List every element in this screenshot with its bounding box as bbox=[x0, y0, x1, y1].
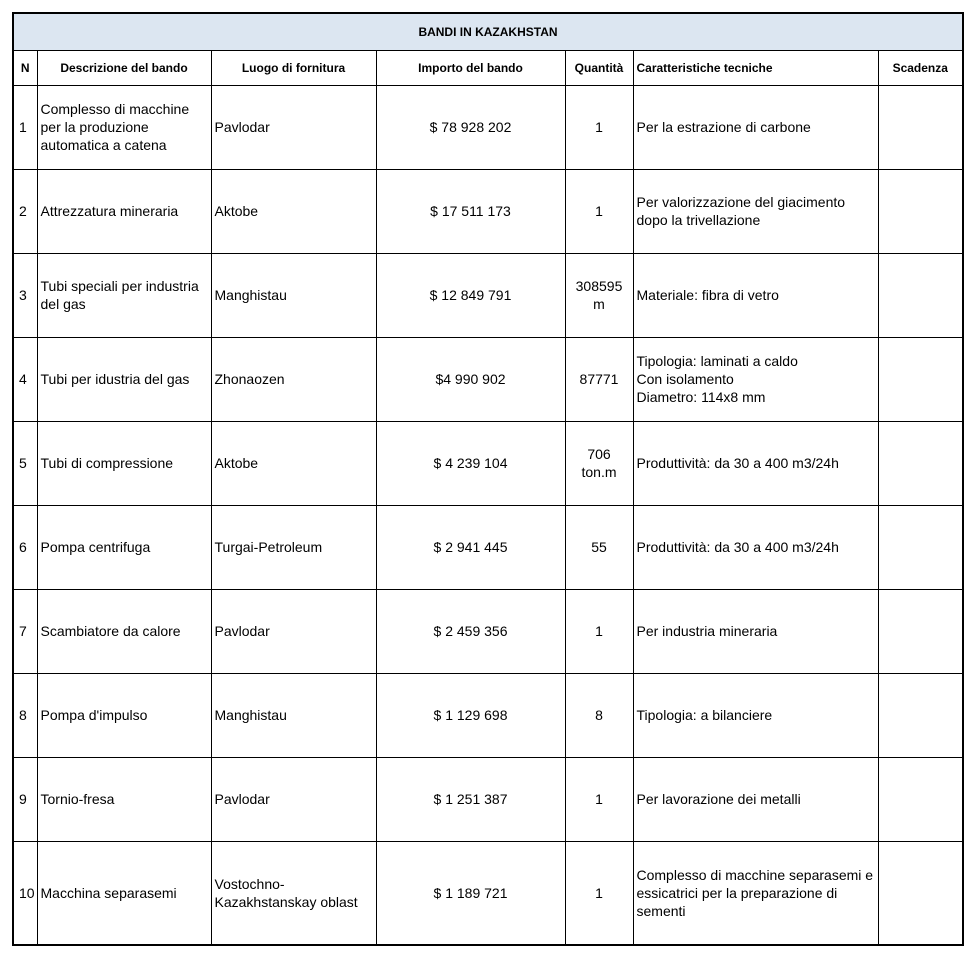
cell-importo: $ 4 239 104 bbox=[376, 421, 565, 505]
cell-importo: $ 1 189 721 bbox=[376, 841, 565, 945]
cell-importo: $ 2 941 445 bbox=[376, 505, 565, 589]
cell-luogo: Manghistau bbox=[211, 253, 376, 337]
cell-quantita: 55 bbox=[565, 505, 633, 589]
cell-n: 7 bbox=[13, 589, 37, 673]
table-row bbox=[13, 673, 963, 757]
cell-scadenza bbox=[878, 589, 963, 673]
header-descrizione: Descrizione del bando bbox=[37, 50, 211, 85]
cell-quantita: 8 bbox=[565, 673, 633, 757]
cell-caratteristiche: Produttività: da 30 a 400 m3/24h bbox=[633, 505, 878, 589]
cell-n: 4 bbox=[13, 337, 37, 421]
table-row bbox=[13, 757, 963, 841]
cell-caratteristiche: Per valorizzazione del giacimento dopo la trivellazione bbox=[633, 169, 878, 253]
cell-quantita: 1 bbox=[565, 169, 633, 253]
cell-descrizione: Tubi per idustria del gas bbox=[37, 337, 211, 421]
table-row bbox=[13, 169, 963, 253]
cell-importo: $ 1 129 698 bbox=[376, 673, 565, 757]
cell-n: 8 bbox=[13, 673, 37, 757]
tenders-table bbox=[12, 12, 964, 946]
table-row bbox=[13, 253, 963, 337]
cell-scadenza bbox=[878, 421, 963, 505]
cell-caratteristiche: Per industria mineraria bbox=[633, 589, 878, 673]
cell-scadenza bbox=[878, 673, 963, 757]
cell-importo: $ 2 459 356 bbox=[376, 589, 565, 673]
header-scadenza: Scadenza bbox=[878, 50, 963, 85]
table-header-row bbox=[13, 50, 963, 85]
cell-importo: $ 1 251 387 bbox=[376, 757, 565, 841]
cell-descrizione: Tubi speciali per industria del gas bbox=[37, 253, 211, 337]
cell-caratteristiche: Tipologia: a bilanciere bbox=[633, 673, 878, 757]
cell-n: 10 bbox=[13, 841, 37, 945]
cell-importo: $ 12 849 791 bbox=[376, 253, 565, 337]
cell-descrizione: Complesso di macchine per la produzione automatica a catena bbox=[37, 85, 211, 169]
header-n: N bbox=[13, 50, 37, 85]
cell-quantita: 1 bbox=[565, 85, 633, 169]
table-title: BANDI IN KAZAKHSTAN bbox=[13, 13, 963, 50]
table-row bbox=[13, 505, 963, 589]
cell-quantita: 1 bbox=[565, 757, 633, 841]
cell-luogo: Pavlodar bbox=[211, 589, 376, 673]
cell-caratteristiche: Per lavorazione dei metalli bbox=[633, 757, 878, 841]
cell-luogo: Vostochno- Kazakhstanskay oblast bbox=[211, 841, 376, 945]
cell-quantita: 1 bbox=[565, 589, 633, 673]
header-importo: Importo del bando bbox=[376, 50, 565, 85]
cell-scadenza bbox=[878, 505, 963, 589]
cell-caratteristiche: Per la estrazione di carbone bbox=[633, 85, 878, 169]
table-row bbox=[13, 841, 963, 945]
cell-caratteristiche: Produttività: da 30 a 400 m3/24h bbox=[633, 421, 878, 505]
cell-luogo: Turgai-Petroleum bbox=[211, 505, 376, 589]
cell-scadenza bbox=[878, 85, 963, 169]
cell-luogo: Pavlodar bbox=[211, 757, 376, 841]
cell-n: 2 bbox=[13, 169, 37, 253]
cell-descrizione: Scambiatore da calore bbox=[37, 589, 211, 673]
cell-luogo: Manghistau bbox=[211, 673, 376, 757]
cell-quantita: 87771 bbox=[565, 337, 633, 421]
header-quantita: Quantità bbox=[565, 50, 633, 85]
cell-n: 6 bbox=[13, 505, 37, 589]
header-luogo: Luogo di fornitura bbox=[211, 50, 376, 85]
cell-luogo: Pavlodar bbox=[211, 85, 376, 169]
header-caratteristiche: Caratteristiche tecniche bbox=[633, 50, 878, 85]
cell-descrizione: Macchina separasemi bbox=[37, 841, 211, 945]
cell-scadenza bbox=[878, 169, 963, 253]
cell-caratteristiche: Complesso di macchine separasemi e essicatrici per la preparazione di sementi bbox=[633, 841, 878, 945]
table-row bbox=[13, 421, 963, 505]
cell-importo: $ 17 511 173 bbox=[376, 169, 565, 253]
cell-descrizione: Attrezzatura mineraria bbox=[37, 169, 211, 253]
cell-scadenza bbox=[878, 841, 963, 945]
cell-descrizione: Pompa centrifuga bbox=[37, 505, 211, 589]
table-row bbox=[13, 337, 963, 421]
cell-importo: $4 990 902 bbox=[376, 337, 565, 421]
cell-importo: $ 78 928 202 bbox=[376, 85, 565, 169]
cell-luogo: Aktobe bbox=[211, 421, 376, 505]
table-row bbox=[13, 589, 963, 673]
cell-caratteristiche: Tipologia: laminati a caldo Con isolamento Diametro: 114x8 mm bbox=[633, 337, 878, 421]
cell-scadenza bbox=[878, 253, 963, 337]
cell-quantita: 706 ton.m bbox=[565, 421, 633, 505]
cell-n: 9 bbox=[13, 757, 37, 841]
cell-descrizione: Pompa d'impulso bbox=[37, 673, 211, 757]
cell-luogo: Zhonaozen bbox=[211, 337, 376, 421]
cell-caratteristiche: Materiale: fibra di vetro bbox=[633, 253, 878, 337]
cell-quantita: 308595 m bbox=[565, 253, 633, 337]
cell-descrizione: Tubi di compressione bbox=[37, 421, 211, 505]
table-row bbox=[13, 85, 963, 169]
cell-n: 1 bbox=[13, 85, 37, 169]
cell-luogo: Aktobe bbox=[211, 169, 376, 253]
cell-n: 5 bbox=[13, 421, 37, 505]
cell-scadenza bbox=[878, 757, 963, 841]
cell-n: 3 bbox=[13, 253, 37, 337]
cell-descrizione: Tornio-fresa bbox=[37, 757, 211, 841]
cell-quantita: 1 bbox=[565, 841, 633, 945]
table-title-row bbox=[13, 13, 963, 50]
cell-scadenza bbox=[878, 337, 963, 421]
